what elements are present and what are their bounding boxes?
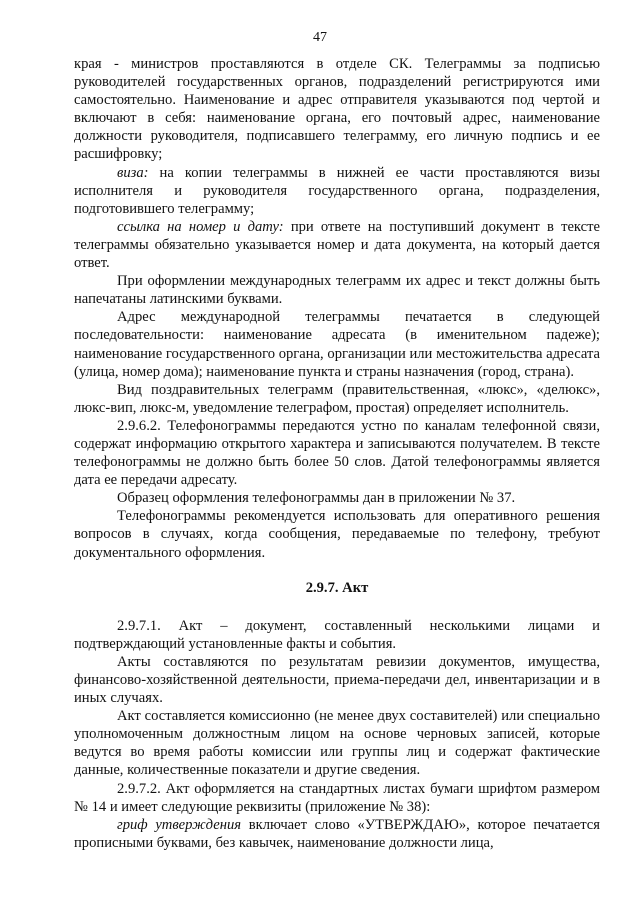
paragraph: Акты составляются по результатам ревизии документов, имущества, финансово-хозяйственной деятельности, приема-передачи дел, инвентаризации и в иных случаях. [74,653,600,707]
paragraph: 2.9.7.1. Акт – документ, составленный несколькими лицами и подтверждающий установленные факты и события. [74,617,600,652]
section-heading: 2.9.7. Акт [305,579,369,596]
paragraph: При оформлении международных телеграмм их адрес и текст должны быть напечатаны латинскими буквами. [74,273,600,308]
paragraph: края - министров проставляются в отделе СК. Телеграммы за подписью руководителей государственных органов, подразделений регистрируются ими самостоятельно. Наименование и адрес отправителя указываются под чертой и включают в себя: наименование органа, его почтовый адрес, наименование должности руководителя, подписавшего телеграмму, его личную подпись и ее расшифровку; [74,56,600,163]
paragraph: Акт составляется комиссионно (не менее двух составителей) или специально уполномоченным должностным лицом на основе черновых записей, которые ведутся во время работы комиссии или группы лиц и содержат фактические данные, количественные показатели и другие сведения. [74,708,600,779]
page-number: 47 [313,30,327,45]
paragraph: 2.9.7.2. Акт оформляется на стандартных листах бумаги шрифтом размером № 14 и имеет следующие реквизиты (приложение № 38): [74,780,600,815]
paragraph: ссылка на номер и дату: при ответе на поступивший документ в тексте телеграммы обязательно указывается номер и дата документа, на который дается ответ. [74,218,600,272]
term: гриф утверждения [117,816,242,833]
paragraph: Телефонограммы рекомендуется использовать для оперативного решения вопросов в случаях, когда сообщения, передаваемые по телефону, требуют документального оформления. [74,508,600,561]
paragraph: виза: на копии телеграммы в нижней ее части проставляются визы исполнителя и руководителя государственного органа, подразделения, подготовившего телеграмму; [74,164,600,217]
document-body [74,55,600,852]
paragraph: Образец оформления телефонограммы дан в приложении № 37. [117,490,516,507]
paragraph: гриф утверждения включает слово «УТВЕРЖДАЮ», которое печатается прописными буквами, без кавычек, наименование должности лица, [74,816,600,851]
term: виза: [117,164,149,181]
paragraph: Адрес международной телеграммы печатается в следующей последовательности: наименование адресата (в именительном падеже); наименование государственного органа, организации или местожительства адресата (улица, номер дома); наименование пункта и страны назначения (город, страна). [74,309,600,380]
paragraph: 2.9.6.2. Телефонограммы передаются устно по каналам телефонной связи, содержат информацию открытого характера и записываются получателем. В тексте телефонограммы не должно быть более 50 слов. Датой телефонограммы является дата ее передачи адресату. [74,417,600,489]
term: ссылка на номер и дату: [117,218,284,235]
paragraph: Вид поздравительных телеграмм (правительственная, «люкс», «делюкс», люкс-вип, люкс-м, уведомление телеграфом, простая) определяет исполнитель. [74,381,600,416]
